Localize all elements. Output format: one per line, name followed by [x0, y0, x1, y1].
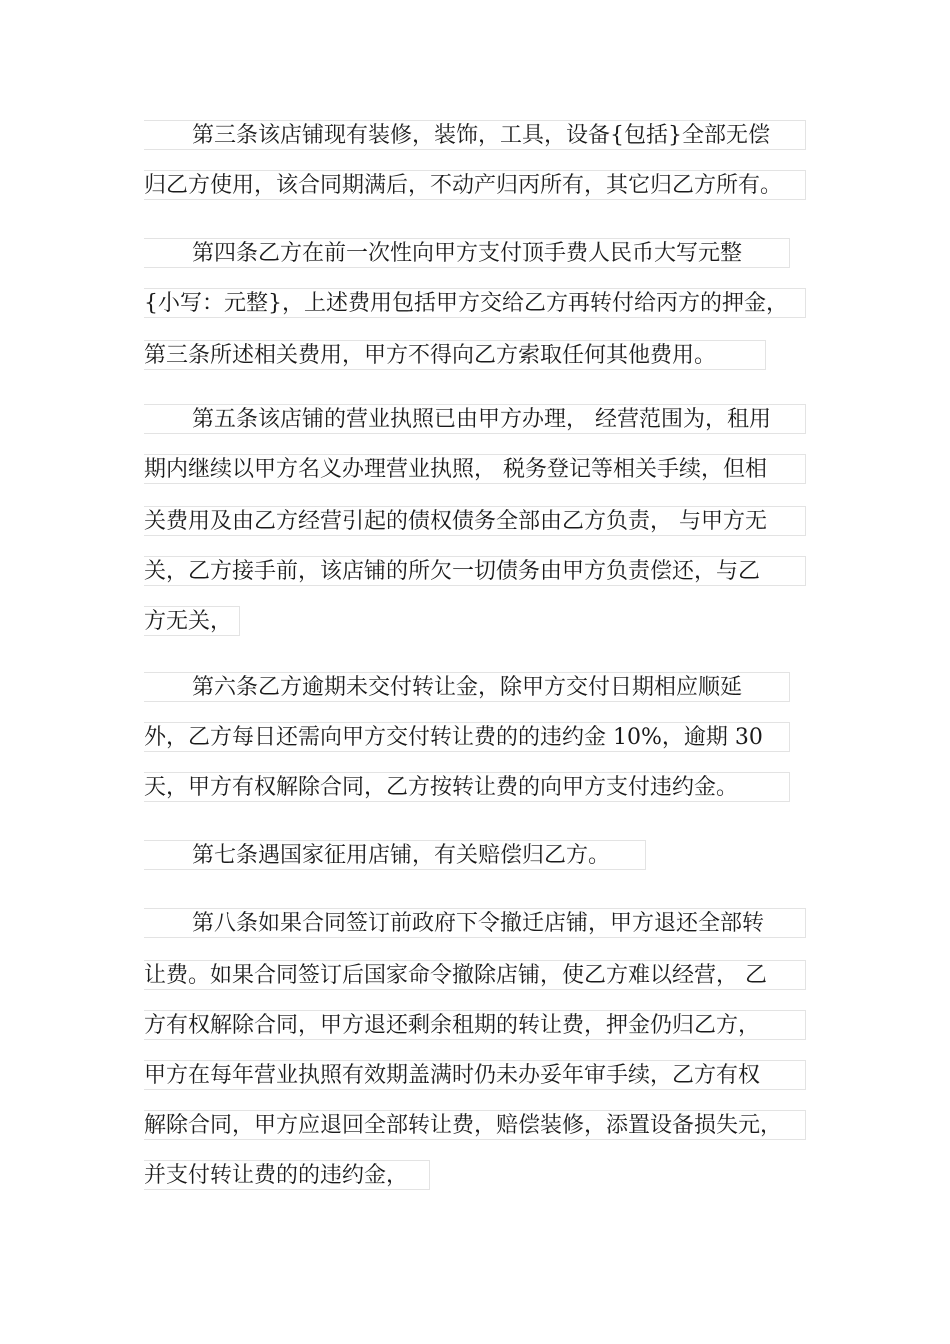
- text-line: 第八条如果合同签订前政府下令撤迁店铺，甲方退还全部转: [144, 908, 806, 938]
- text-line: 甲方在每年营业执照有效期盖满时仍未办妥年审手续，乙方有权: [144, 1060, 806, 1090]
- text-line: 第七条遇国家征用店铺，有关赔偿归乙方。: [144, 840, 646, 870]
- text-line: 第三条该店铺现有装修，装饰，工具，设备{包括}全部无偿: [144, 120, 806, 150]
- text-line: {小写：元整}，上述费用包括甲方交给乙方再转付给丙方的押金，: [144, 288, 806, 318]
- text-line: 关，乙方接手前，该店铺的所欠一切债务由甲方负责偿还，与乙: [144, 556, 806, 586]
- text-line: 外，乙方每日还需向甲方交付转让费的的违约金 10%，逾期 30: [144, 722, 790, 752]
- text-line: 第四条乙方在前一次性向甲方支付顶手费人民币大写元整: [144, 238, 790, 268]
- text-line: 天，甲方有权解除合同，乙方按转让费的向甲方支付违约金。: [144, 772, 790, 802]
- text-line: 第五条该店铺的营业执照已由甲方办理， 经营范围为，租用: [144, 404, 806, 434]
- text-line: 并支付转让费的的违约金，: [144, 1160, 430, 1190]
- text-line: 方无关，: [144, 606, 240, 636]
- text-line: 期内继续以甲方名义办理营业执照， 税务登记等相关手续，但相: [144, 454, 806, 484]
- text-line: 关费用及由乙方经营引起的债权债务全部由乙方负责， 与甲方无: [144, 506, 806, 536]
- text-line: 让费。如果合同签订后国家命令撤除店铺，使乙方难以经营， 乙: [144, 960, 806, 990]
- text-line: 方有权解除合同，甲方退还剩余租期的转让费，押金仍归乙方，: [144, 1010, 806, 1040]
- text-line: 第三条所述相关费用，甲方不得向乙方索取任何其他费用。: [144, 340, 766, 370]
- text-line: 归乙方使用，该合同期满后，不动产归丙所有，其它归乙方所有。: [144, 170, 806, 200]
- text-line: 第六条乙方逾期未交付转让金，除甲方交付日期相应顺延: [144, 672, 790, 702]
- text-line: 解除合同，甲方应退回全部转让费，赔偿装修，添置设备损失元，: [144, 1110, 806, 1140]
